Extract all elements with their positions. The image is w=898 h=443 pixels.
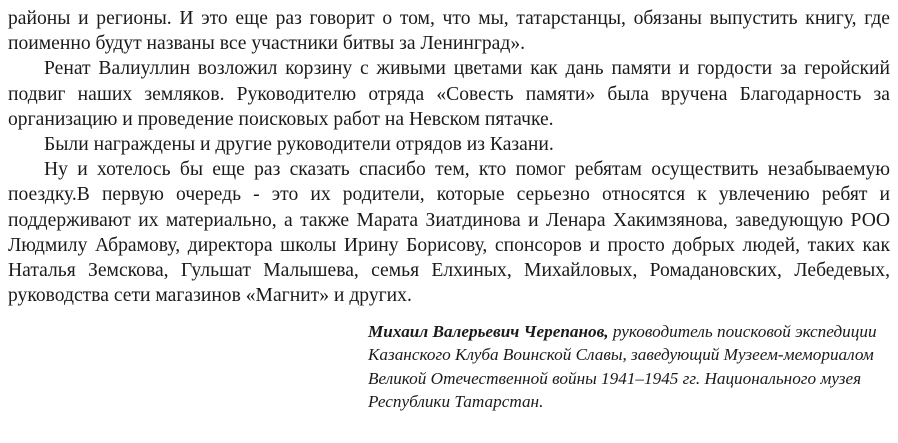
paragraph-2: Ренат Валиуллин возложил корзину с живыми цветами как дань памяти и гордости за геройский подвиг наших земляков. Руководителю отряда «Совесть памяти» была вручена Благодарность за организацию и проведение поисковых работ на Невском пятачке. [8,58,890,130]
paragraph-4: Ну и хотелось бы еще раз сказать спасибо тем, кто помог ребятам осуществить незабываемую поездку.В первую очередь - это их родители, которые серьезно относятся к увлечению ребят и поддерживают их материально, а также Марата Зиатдинова и Ленара Хакимзянова, заведующую РОО Людмилу Абрамову, директора школы Ирину Борисову, спонсоров и просто добрых людей, таких как Наталья Земскова, Гульшат Малышева, семья Елхиных, Михайловых, Ромадановских, Лебедевых, руководства сети магазинов «Магнит» и других. [8,159,890,307]
author-signature [368,320,890,414]
author-role: руководитель поисковой экспедиции Казанского Клуба Воинской Славы, заведующий Музеем-мемориалом Великой Отечественной войны 1941–1945 гг. Национального музея Республики Татарстан. [368,322,877,412]
paragraph-3: Были награждены и другие руководители отрядов из Казани. [44,134,554,156]
document-body [8,6,890,308]
paragraph-1: районы и регионы. И это еще раз говорит о том, что мы, татарстанцы, обязаны выпустить книгу, где поименно будут названы все участники битвы за Ленинград». [8,8,890,55]
author-name: Михаил Валерьевич Черепанов, [368,322,609,341]
